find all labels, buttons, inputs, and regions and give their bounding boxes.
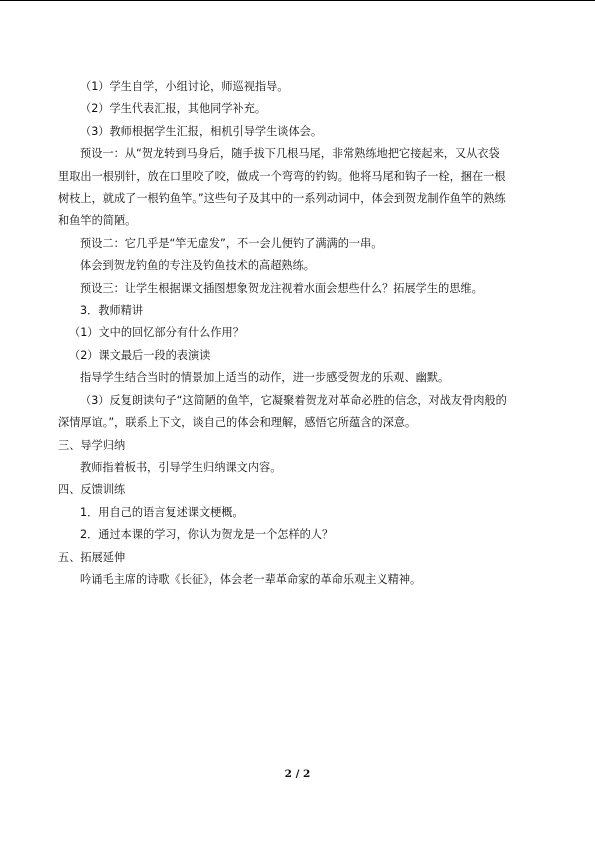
paragraph-line: 预设一：从“贺龙转到马身后，随手拔下几根马尾，非常熟练地把它接起来，又从衣袋 <box>80 147 500 161</box>
paragraph-line: （3）教师根据学生汇报，相机引导学生谈体会。 <box>80 124 323 138</box>
paragraph-line: （1）文中的回忆部分有什么作用？ <box>69 326 244 340</box>
paragraph-line: （1）学生自学，小组讨论，师巡视指导。 <box>80 80 289 93</box>
paragraph-line: 教师指着板书，引导学生归纳课文内容。 <box>80 460 282 474</box>
paragraph-line: 深情厚谊。”，联系上下文，谈自己的体会和理解，感悟它所蕴含的深意。 <box>58 416 417 430</box>
paragraph-line: 树枝上，就成了一根钓鱼竿。”这些句子及其中的一系列动词中，体会到贺龙制作鱼竿的熟练 <box>58 192 506 206</box>
paragraph-line: 预设二：它几乎是“竿无虚发”，不一会儿便钓了满满的一串。 <box>80 236 383 250</box>
paragraph-line: 体会到贺龙钓鱼的专注及钓鱼技术的高超熟练。 <box>80 259 315 273</box>
header-rule <box>0 0 595 1</box>
section-heading: 3．教师精讲 <box>80 304 144 318</box>
paragraph-line: （2）课文最后一段的表演读 <box>69 348 211 362</box>
paragraph-line: 吟诵毛主席的诗歌《长征》，体会老一辈革命家的革命乐观主义精神。 <box>80 572 422 586</box>
section-heading: 五、拓展延伸 <box>58 550 126 564</box>
section-heading: 三、导学归纳 <box>58 438 126 452</box>
list-item: 2．通过本课的学习，你认为贺龙是一个怎样的人？ <box>80 528 334 542</box>
page-number: 2 / 2 <box>284 768 311 780</box>
paragraph-line: 里取出一根别针，放在口里咬了咬，做成一个弯弯的钓钩。他将马尾和钩子一栓，捆在一根 <box>58 169 506 183</box>
paragraph-line: 和鱼竿的简陋。 <box>58 214 137 228</box>
paragraph-line: 指导学生结合当时的情景加上适当的动作，进一步感受贺龙的乐观、幽默。 <box>80 371 450 385</box>
document-body <box>58 76 548 591</box>
paragraph-line: （3）反复朗读句子“这简陋的鱼竿，它凝聚着贺龙对革命必胜的信念，对战友骨肉般的 <box>80 393 507 407</box>
section-heading: 四、反馈训练 <box>58 483 126 497</box>
paragraph-line: （2）学生代表汇报，其他同学补充。 <box>80 102 267 116</box>
paragraph-line: 预设三：让学生根据课文插图想象贺龙注视着水面会想些什么？拓展学生的思维。 <box>80 281 483 295</box>
list-item: 1．用自己的语言复述课文梗概。 <box>80 505 244 519</box>
